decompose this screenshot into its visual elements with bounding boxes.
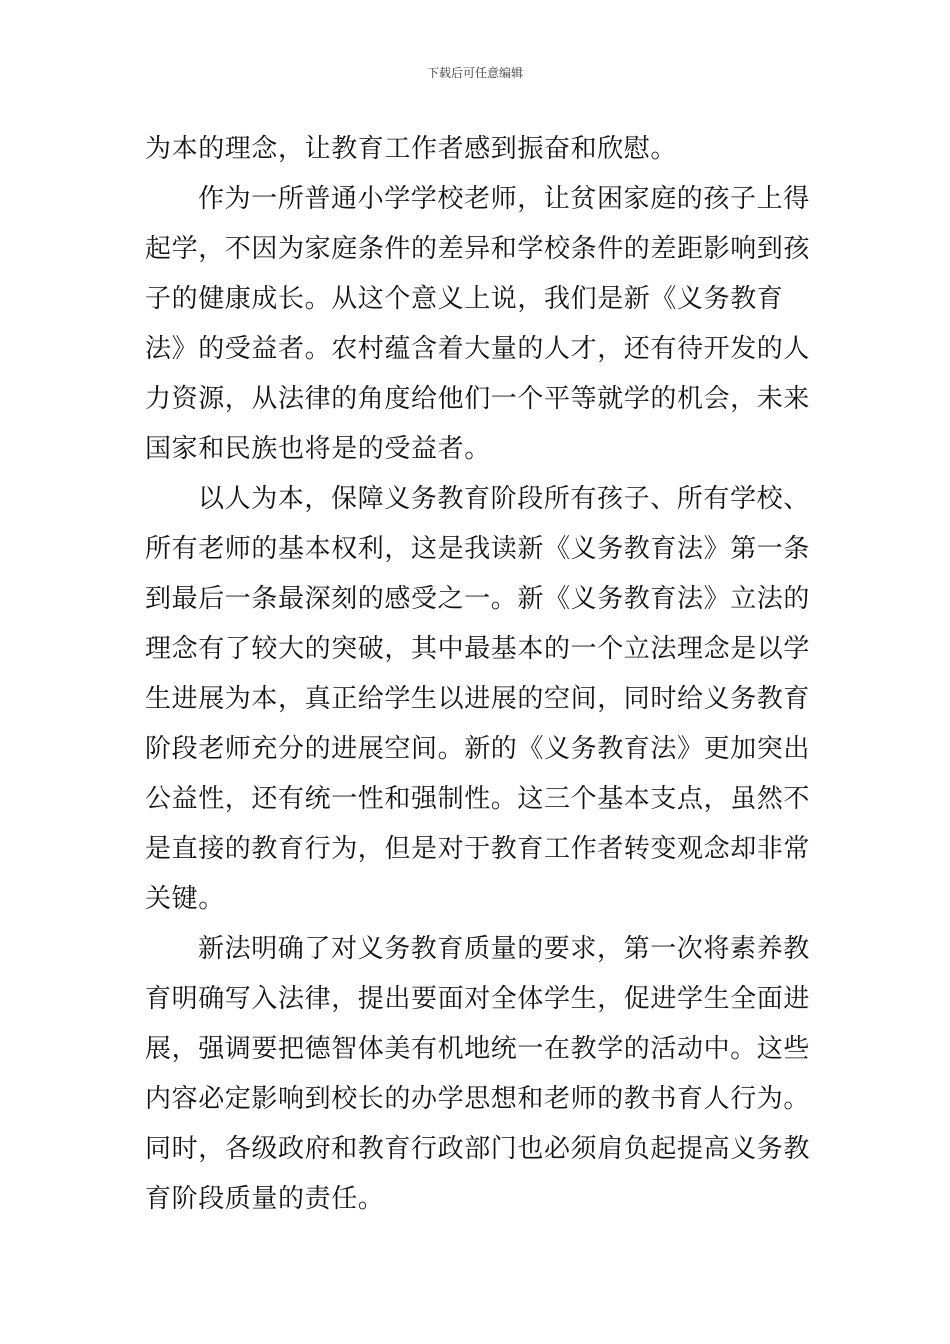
paragraph-line: 子的健康成长。从这个意义上说，我们是新《义务教育 [145,284,784,314]
paragraph-line: 育阶段质量的责任。 [145,1184,385,1214]
paragraph-line: 所有老师的基本权利，这是我读新《义务教育法》第一条 [145,534,811,564]
paragraph-line: 起学，不因为家庭条件的差异和学校条件的差距影响到孩 [145,234,811,264]
paragraph-line: 为本的理念，让教育工作者感到振奋和欣慰。 [145,134,678,164]
paragraph-line: 到最后一条最深刻的感受之一。新《义务教育法》立法的 [145,584,811,614]
paragraph-line: 是直接的教育行为，但是对于教育工作者转变观念却非常 [145,834,811,864]
paragraph-line: 生进展为本，真正给学生以进展的空间，同时给义务教育 [145,684,811,714]
paragraph-line: 阶段老师充分的进展空间。新的《义务教育法》更加突出 [145,734,811,764]
paragraph-line: 同时，各级政府和教育行政部门也必须肩负起提高义务教 [145,1134,811,1164]
paragraph-line: 新法明确了对义务教育质量的要求，第一次将素养教 [198,934,810,964]
paragraph-line: 理念有了较大的突破，其中最基本的一个立法理念是以学 [145,634,811,664]
document-body [145,124,810,1224]
paragraph-line: 公益性，还有统一性和强制性。这三个基本支点，虽然不 [145,784,811,814]
paragraph-line: 力资源，从法律的角度给他们一个平等就学的机会，未来 [145,384,811,414]
paragraph-line: 展，强调要把德智体美有机地统一在教学的活动中。这些 [145,1034,811,1064]
paragraph-line: 以人为本，保障义务教育阶段所有孩子、所有学校、 [198,484,810,514]
page-header: 下载后可任意编辑 [426,66,523,80]
paragraph-line: 关键。 [145,884,225,914]
paragraph [145,124,810,174]
paragraph-line: 作为一所普通小学学校老师，让贫困家庭的孩子上得 [198,184,810,214]
paragraph-line: 内容必定影响到校长的办学思想和老师的教书育人行为。 [145,1084,811,1114]
paragraph [145,924,810,1224]
paragraph-line: 育明确写入法律，提出要面对全体学生，促进学生全面进 [145,984,811,1014]
paragraph-line: 国家和民族也将是的受益者。 [145,434,491,464]
paragraph-line: 法》的受益者。农村蕴含着大量的人才，还有待开发的人 [145,334,811,364]
paragraph [145,174,810,474]
paragraph [145,474,810,924]
